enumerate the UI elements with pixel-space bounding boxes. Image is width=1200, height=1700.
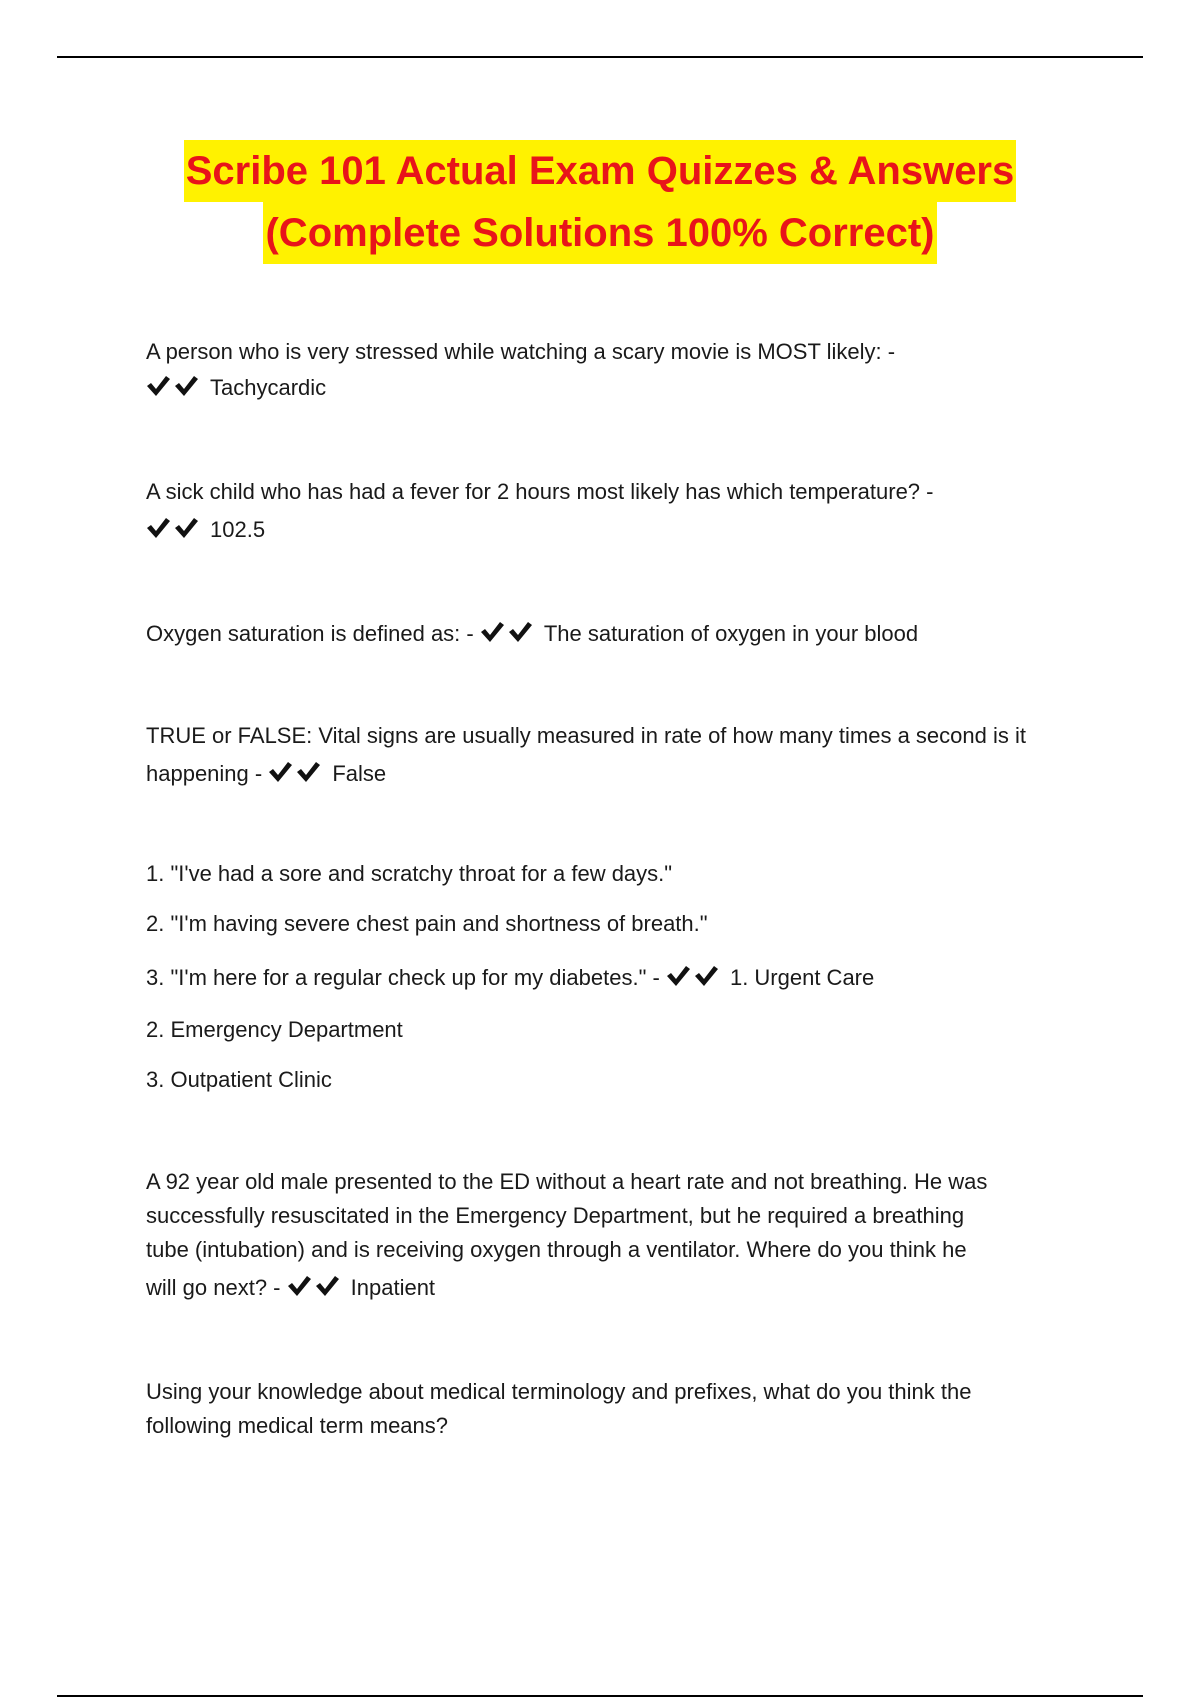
question-6-line-4: [146, 1270, 435, 1306]
question-5-line-3-text: 3. "I'm here for a regular check up for my diabetes." -: [146, 965, 660, 990]
double-checkmark-icon: [287, 1273, 317, 1299]
question-3: [146, 616, 918, 652]
double-checkmark-icon: [146, 515, 176, 541]
answer-2-text: 102.5: [210, 517, 266, 542]
question-4-line-2: [146, 756, 386, 792]
question-7-line-1: Using your knowledge about medical terminology and prefixes, what do you think the: [146, 1379, 972, 1404]
answer-2: [146, 512, 265, 548]
question-1-text: A person who is very stressed while watching a scary movie is MOST likely: -: [146, 339, 896, 364]
answer-1: [146, 370, 326, 406]
double-checkmark-icon: [174, 373, 204, 399]
answer-6-text: Inpatient: [350, 1275, 436, 1300]
question-5-line-4: 2. Emergency Department: [146, 1017, 403, 1042]
answer-4-text: False: [332, 761, 387, 786]
question-3-text: Oxygen saturation is defined as: -: [146, 621, 474, 646]
bottom-rule: [57, 1695, 1143, 1697]
answer-1-text: Tachycardic: [210, 375, 327, 400]
question-5-line-1: 1. "I've had a sore and scratchy throat for a few days.": [146, 861, 673, 886]
question-5-line-2: 2. "I'm having severe chest pain and shortness of breath.": [146, 911, 708, 936]
double-checkmark-icon: [480, 619, 510, 645]
double-checkmark-icon: [315, 1273, 345, 1299]
title-line-1: Scribe 101 Actual Exam Quizzes & Answers: [184, 140, 1017, 202]
question-6-line-2: successfully resuscitated in the Emergency Department, but he required a breathing: [146, 1203, 965, 1228]
title-line-2: (Complete Solutions 100% Correct): [263, 202, 936, 264]
question-6-line-1: A 92 year old male presented to the ED without a heart rate and not breathing. He was: [146, 1169, 988, 1194]
answer-3-text: The saturation of oxygen in your blood: [543, 621, 919, 646]
question-2-text: A sick child who has had a fever for 2 hours most likely has which temperature? -: [146, 479, 934, 504]
question-6-line-4-text: will go next? -: [146, 1275, 281, 1300]
answer-5-text: 1. Urgent Care: [729, 965, 875, 990]
double-checkmark-icon: [666, 963, 696, 989]
double-checkmark-icon: [174, 515, 204, 541]
double-checkmark-icon: [146, 373, 176, 399]
top-rule: [57, 56, 1143, 58]
question-7-line-2: following medical term means?: [146, 1413, 449, 1438]
question-4-line-2-text: happening -: [146, 761, 263, 786]
question-6-line-3: tube (intubation) and is receiving oxygen through a ventilator. Where do you think he: [146, 1237, 967, 1262]
page-title: [0, 140, 1200, 264]
double-checkmark-icon: [296, 759, 326, 785]
question-5-line-3: [146, 960, 874, 996]
double-checkmark-icon: [694, 963, 724, 989]
double-checkmark-icon: [508, 619, 538, 645]
double-checkmark-icon: [268, 759, 298, 785]
question-5-line-5: 3. Outpatient Clinic: [146, 1067, 332, 1092]
question-4-line-1: TRUE or FALSE: Vital signs are usually measured in rate of how many times a second is it: [146, 723, 1026, 748]
